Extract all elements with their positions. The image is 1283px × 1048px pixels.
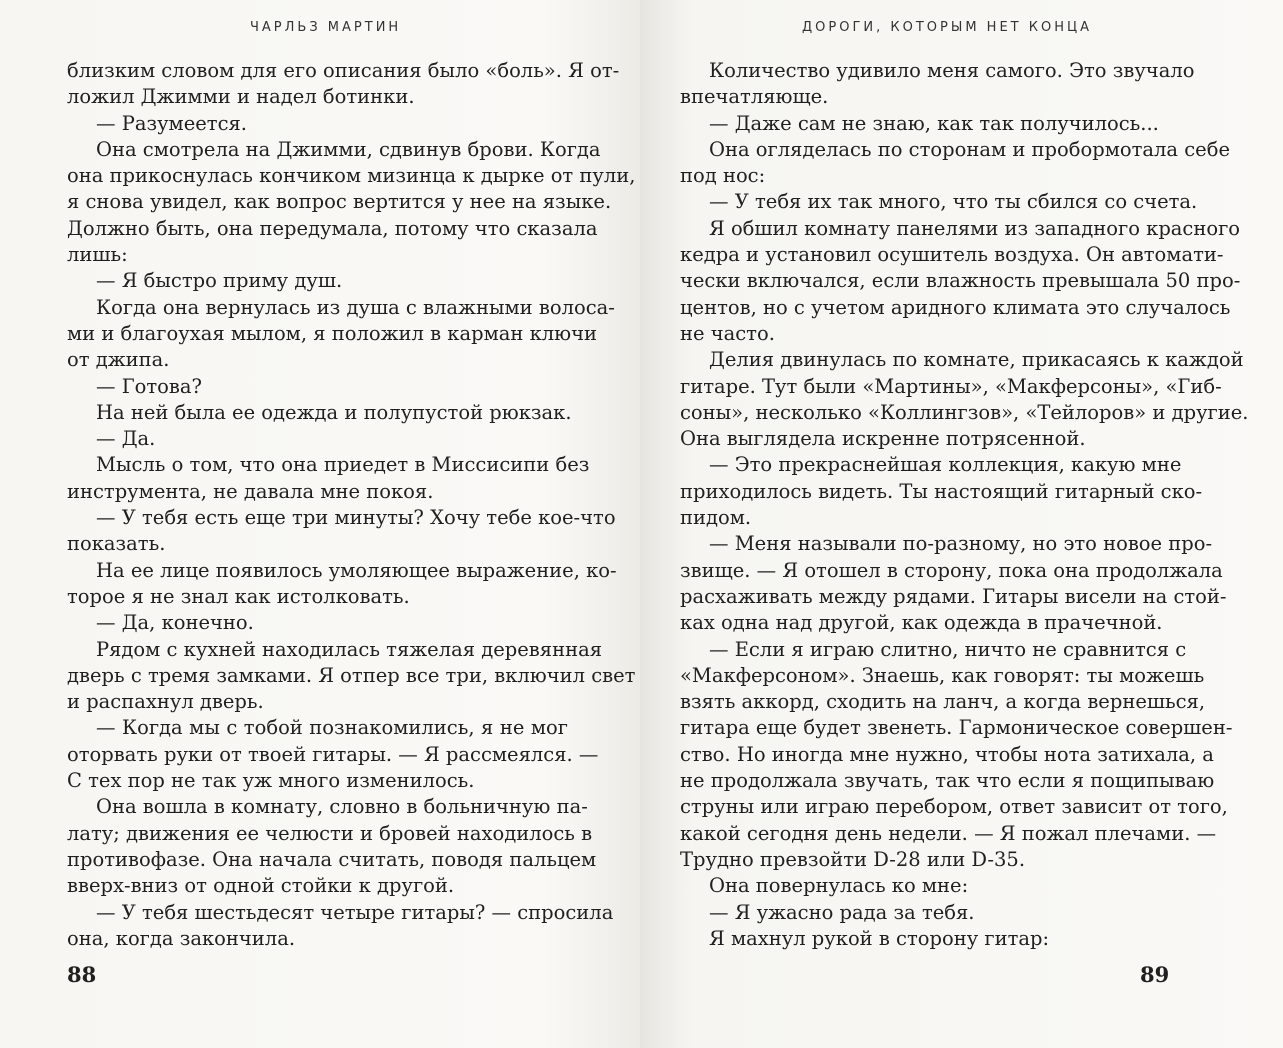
text-line: звище. — Я отошел в сторону, пока она продолжала — [680, 558, 1223, 582]
text-line: — У тебя есть еще три минуты? Хочу тебе кое-что — [96, 506, 616, 530]
text-line: показать. — [67, 532, 166, 556]
text-line: она прикоснулась кончиком мизинца к дырке от пули, — [67, 164, 636, 188]
text-line: лату; движения ее челюсти и бровей находилось в — [67, 821, 593, 845]
text-line: На ней была ее одежда и полупустой рюкзак. — [96, 400, 572, 424]
text-line: Я махнул рукой в сторону гитар: — [709, 926, 1050, 950]
text-line: ми и благоухая мылом, я положил в карман ключи — [67, 321, 598, 345]
running-head-title: ДОРОГИ, КОТОРЫМ НЕТ КОНЦА — [802, 20, 1092, 35]
text-line: Когда она вернулась из душа с влажными волоса- — [96, 295, 615, 319]
text-line: она, когда закончила. — [67, 926, 296, 950]
text-line: близким словом для его описания было «боль». Я от- — [67, 59, 620, 82]
text-line: ложил Джимми и надел ботинки. — [67, 85, 415, 109]
text-line: Рядом с кухней находилась тяжелая деревянная — [96, 637, 603, 661]
text-line: оторвать руки от твоей гитары. — Я рассмеялся. — — [67, 742, 599, 766]
text-line: я снова увидел, как вопрос вертится у нее на языке. — [67, 190, 612, 214]
text-line: С тех пор не так уж много изменилось. — [67, 769, 475, 793]
text-line: вверх-вниз от одной стойки к другой. — [67, 874, 455, 898]
right-page-text — [680, 58, 1249, 952]
text-line: — Если я играю слитно, ничто не сравнится с — [709, 637, 1187, 661]
text-line: Я обшил комнату панелями из западного красного — [709, 216, 1241, 240]
page-number: 88 — [67, 962, 97, 987]
text-line: На ее лице появилось умоляющее выражение, ко- — [96, 558, 617, 582]
text-line: — Я ужасно рада за тебя. — [709, 900, 975, 924]
text-line: Она огляделась по сторонам и пробормотала себе — [709, 137, 1230, 161]
text-line: чески включался, если влажность превышала 50 про- — [680, 269, 1241, 293]
text-line: Она смотрела на Джимми, сдвинув брови. Когда — [96, 137, 601, 161]
text-line: соны», несколько «Коллингзов», «Тейлоров» и другие. — [680, 400, 1249, 424]
text-line: какой сегодня день недели. — Я пожал плечами. — — [680, 821, 1217, 845]
text-line: приходилось видеть. Ты настоящий гитарный ско- — [680, 479, 1203, 503]
text-line: — Меня называли по-разному, но это новое про- — [709, 532, 1213, 556]
text-line: противофазе. Она начала считать, поводя пальцем — [67, 847, 597, 871]
left-page — [0, 0, 640, 1048]
text-line: лишь: — [67, 243, 128, 267]
text-line: торое я не знал как истолковать. — [67, 584, 410, 608]
text-line: не часто. — [680, 321, 775, 345]
text-line: Количество удивило меня самого. Это звучало — [709, 59, 1195, 82]
text-line: пидом. — [680, 506, 752, 530]
text-line: — Даже сам не знаю, как так получилось... — [709, 111, 1159, 135]
text-line: инструмента, не давала мне покоя. — [67, 479, 434, 503]
text-line: расхаживать между рядами. Гитары висели на стой- — [680, 584, 1227, 608]
left-page-text — [67, 58, 636, 952]
text-line: — Готова? — [96, 374, 202, 398]
text-line: — У тебя шестьдесят четыре гитары? — спросила — [96, 900, 614, 924]
text-line: впечатляюще. — [680, 85, 829, 109]
text-line: дверь с тремя замками. Я отпер все три, включил свет — [67, 663, 636, 687]
text-line: Должно быть, она передумала, потому что сказала — [67, 216, 598, 240]
text-line: — Это прекраснейшая коллекция, какую мне — [709, 453, 1182, 477]
text-line: Мысль о том, что она приедет в Миссисипи без — [96, 453, 590, 477]
text-line: струны или играю перебором, ответ зависит от того, — [680, 795, 1228, 819]
text-line: гитаре. Тут были «Мартины», «Макферсоны», «Гиб- — [680, 374, 1222, 398]
text-line: не продолжала звучать, так что если я пощипываю — [680, 769, 1215, 793]
text-line: кедра и установил осушитель воздуха. Он автомати- — [680, 243, 1224, 267]
text-line: и распахнул дверь. — [67, 690, 264, 714]
text-line: ках одна над другой, как одежда в прачечной. — [680, 611, 1163, 635]
text-line: — Когда мы с тобой познакомились, я не мог — [96, 716, 568, 740]
text-line: — Разумеется. — [96, 111, 248, 135]
text-line: Она выглядела искренне потрясенной. — [680, 427, 1086, 451]
text-line: взять аккорд, сходить на ланч, а когда вернешься, — [680, 690, 1206, 714]
text-line: гитара еще будет звенеть. Гармоническое совершен- — [680, 716, 1233, 740]
text-line: — Да, конечно. — [96, 611, 254, 635]
text-line: Трудно превзойти D-28 или D-35. — [680, 847, 1026, 871]
text-line: центов, но с учетом аридного климата это случалось — [680, 295, 1231, 319]
text-line: ство. Но иногда мне нужно, чтобы нота затихала, а — [680, 742, 1214, 766]
running-head-author: ЧАРЛЬЗ МАРТИН — [250, 20, 402, 35]
text-line: Она вошла в комнату, словно в больничную па- — [96, 795, 588, 819]
page-number: 89 — [1140, 962, 1170, 987]
right-page — [640, 0, 1283, 1048]
text-line: «Макферсоном». Знаешь, как говорят: ты можешь — [680, 663, 1205, 687]
text-line: от джипа. — [67, 348, 170, 372]
text-line: под нос: — [680, 164, 766, 188]
text-line: — Да. — [96, 427, 156, 451]
text-line: Она повернулась ко мне: — [709, 874, 969, 898]
text-line: — У тебя их так много, что ты сбился со счета. — [709, 190, 1198, 214]
text-line: — Я быстро приму душ. — [96, 269, 343, 293]
text-line: Делия двинулась по комнате, прикасаясь к каждой — [709, 348, 1244, 372]
